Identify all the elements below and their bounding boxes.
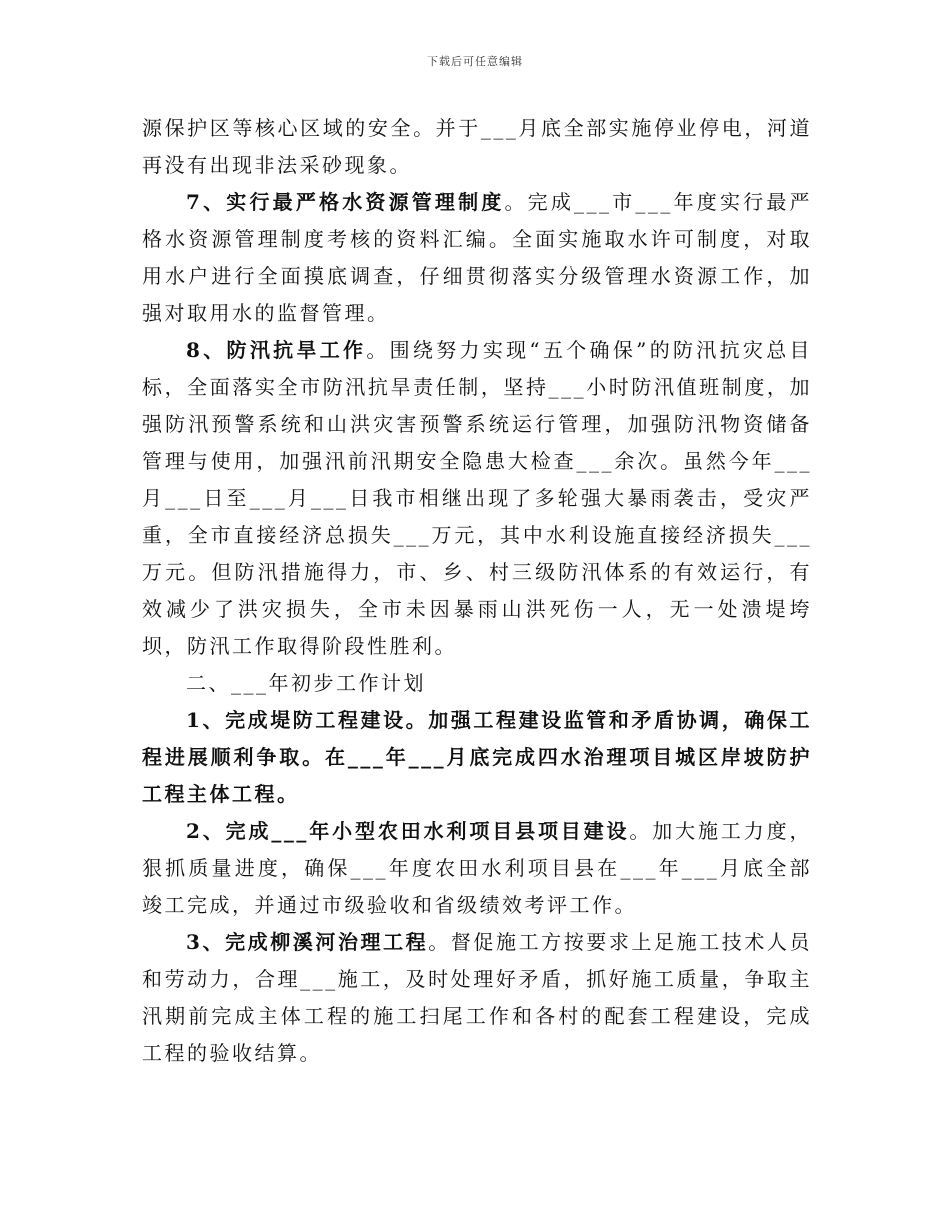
document-body [142, 110, 812, 1072]
plan-item-2-body: 。加大施工力度，狠抓质量进度，确保___年度农田水利项目县在___年___月底全部竣工完成，并通过市级验收和省级绩效考评工作。 [142, 819, 813, 917]
plan-item-1-text: 1、完成堤防工程建设。加强工程建设监管和矛盾协调，确保工程进展顺利争取。在___年___月底完成四水治理项目城区岸坡防护工程主体工程。 [142, 708, 812, 806]
paragraph-8 [142, 332, 812, 665]
plan-item-3 [142, 924, 812, 1072]
plan-item-2 [142, 813, 812, 924]
paragraph-7-body: 。完成___市___年度实行最严格水资源管理制度考核的资料汇编。全面实施取水许可制度，对取用水户进行全面摸底调查，仔细贯彻落实分级管理水资源工作，加强对取用水的监督管理。 [142, 190, 812, 325]
section-heading-2-text: 二、___年初步工作计划 [186, 671, 426, 695]
paragraph-1-body: 源保护区等核心区域的安全。并于___月底全部实施停业停电，河道再没有出现非法采砂现象。 [142, 116, 812, 177]
paragraph-7 [142, 184, 812, 332]
section-heading-2 [142, 665, 812, 702]
paragraph-1 [142, 110, 812, 184]
page-header: 下载后可任意编辑 [427, 55, 523, 68]
plan-item-3-heading: 3、完成柳溪河治理工程 [186, 930, 429, 954]
paragraph-8-body: 。围绕努力实现“五个确保”的防汛抗灾总目标，全面落实全市防汛抗旱责任制，坚持___小时防汛值班制度，加强防汛预警系统和山洪灾害预警系统运行管理，加强防汛物资储备管理与使用，加强汛前汛期安全隐患大检查___余次。虽然今年___月___日至___月___日我市相继出现了多轮强大暴雨袭击，受灾严重，全市直接经济总损失___万元，其中水利设施直接经济损失___万元。但防汛措施得力，市、乡、村三级防汛体系的有效运行，有效减少了洪灾损失，全市未因暴雨山洪死伤一人，无一处溃堤垮坝，防汛工作取得阶段性胜利。 [142, 338, 812, 658]
plan-item-1 [142, 702, 812, 813]
plan-item-2-heading: 2、完成___年小型农田水利项目县项目建设 [186, 819, 630, 843]
paragraph-8-heading: 8、防汛抗旱工作 [186, 338, 367, 362]
paragraph-7-heading: 7、实行最严格水资源管理制度 [186, 190, 505, 214]
plan-item-3-body: 。督促施工方按要求上足施工技术人员和劳动力，合理___施工，及时处理好矛盾，抓好施工质量，争取主汛期前完成主体工程的施工扫尾工作和各村的配套工程建设，完成工程的验收结算。 [142, 930, 812, 1065]
